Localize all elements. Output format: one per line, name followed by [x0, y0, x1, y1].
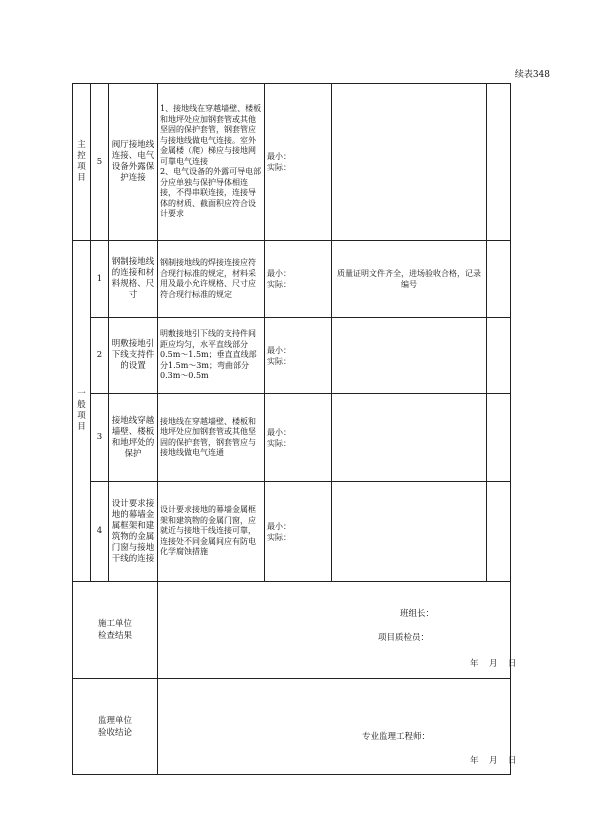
construction-signature-area[interactable]: [158, 582, 518, 679]
table-row: [73, 241, 511, 318]
construction-date: 年 月 日: [470, 659, 518, 669]
item-number: 3: [91, 394, 109, 482]
quality-standard: 钢制接地线的焊接连接应符合现行标准的规定，材料采用及最小允许规格、尺寸应符合现行标准的规定: [158, 241, 265, 318]
item-number: 2: [91, 318, 109, 394]
item-number: 4: [91, 482, 109, 582]
measurement-cell[interactable]: [265, 241, 332, 318]
item-number: 1: [91, 241, 109, 318]
measurement-cell[interactable]: [265, 318, 332, 394]
supervision-conclusion-row: [73, 679, 511, 775]
category-general: 一般项目: [73, 241, 91, 582]
measure-min-label: 最小：: [267, 152, 291, 161]
record-cell[interactable]: 质量证明文件齐全，进场验收合格，记录编号: [332, 241, 487, 318]
measurement-cell[interactable]: [265, 394, 332, 482]
measure-actual-label: 实际：: [267, 356, 291, 366]
record-cell[interactable]: [332, 84, 487, 241]
measure-actual-label: 实际：: [267, 163, 291, 172]
category-main-control: 主控项目: [73, 84, 91, 241]
measure-actual-label: 实际：: [267, 532, 291, 542]
remark-cell[interactable]: [487, 318, 511, 394]
inspection-item: 设计要求接地的幕墙金属框架和建筑物的金属门窗与接地干线的连接: [109, 482, 158, 582]
measurement-cell[interactable]: [265, 482, 332, 582]
quality-inspector-label: 项目质检员：: [378, 633, 430, 643]
measure-actual-label: 实际：: [267, 438, 291, 448]
supervision-signature-area[interactable]: [158, 679, 518, 775]
measure-min-label: 最小：: [267, 521, 291, 531]
table-row: [73, 84, 511, 241]
page-reference: 续表348: [514, 70, 550, 80]
remark-cell[interactable]: [487, 482, 511, 582]
team-leader-label: 班组长：: [400, 609, 435, 619]
inspection-item: 明敷接地引下线支持件的设置: [109, 318, 158, 394]
quality-standard: 设计要求接地的幕墙金属框架和建筑物的金属门窗，应就近与接地干线连接可靠，连接处不同金属间应有防电化学腐蚀措施: [158, 482, 265, 582]
inspection-item: 接地线穿越墙壁、楼板和地坪处的保护: [109, 394, 158, 482]
record-cell[interactable]: [332, 318, 487, 394]
table-row: [73, 318, 511, 394]
measurement-cell[interactable]: [265, 84, 332, 241]
measure-min-label: 最小：: [267, 345, 291, 355]
measure-actual-label: 实际：: [267, 280, 291, 289]
quality-standard: 接地线在穿越墙壁、楼板和地坪处应加钢套管或其他坚固的保护套管，钢套管应与接地线做电气连通: [158, 394, 265, 482]
table-row: [73, 394, 511, 482]
item-number: 5: [91, 84, 109, 241]
measure-min-label: 最小：: [267, 269, 291, 278]
table-row: [73, 482, 511, 582]
remark-cell[interactable]: [487, 241, 511, 318]
construction-check-row: [73, 582, 511, 679]
remark-cell[interactable]: [487, 394, 511, 482]
supervision-date: 年 月 日: [470, 756, 518, 766]
construction-unit-label: 施工单位 检查结果: [73, 582, 158, 679]
remark-cell[interactable]: [487, 84, 511, 241]
inspection-form-table: [72, 83, 518, 775]
quality-standard: 1、接地线在穿越墙壁、楼板和地坪处应加钢套管或其他坚固的保护套管，钢套管应与接地线做电气连接。室外金属楼（爬）梯应与接地网可靠电气连接 2、电气设备的外露可导电部分应单独与保护导体相连接，不得串联连接，连接导体的材质、截面积应符合设计要求: [158, 84, 265, 241]
supervising-engineer-label: 专业监理工程师：: [362, 732, 431, 742]
inspection-item: 钢制接地线的连接和材料规格、尺寸: [109, 241, 158, 318]
quality-standard: 明敷接地引下线的支持件间距应均匀，水平直线部分0.5m～1.5m；垂直直线部分1.5m～3m；弯曲部分0.3m～0.5m: [158, 318, 265, 394]
inspection-item: 阀厅接地线连接、电气设备外露保护连接: [109, 84, 158, 241]
measure-min-label: 最小：: [267, 427, 291, 437]
record-cell[interactable]: [332, 482, 487, 582]
record-cell[interactable]: [332, 394, 487, 482]
supervision-unit-label: 监理单位 验收结论: [73, 679, 158, 775]
